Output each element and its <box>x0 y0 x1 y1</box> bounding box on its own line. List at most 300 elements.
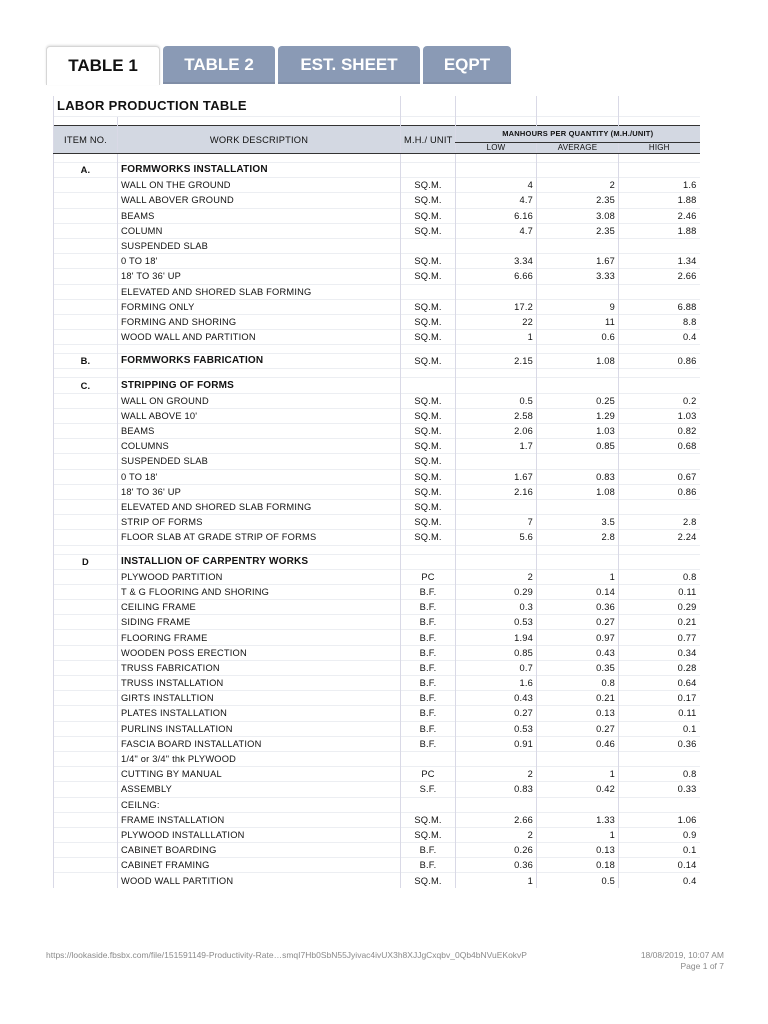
item-no-cell <box>54 330 118 345</box>
table-row <box>54 408 700 423</box>
low-cell <box>456 238 537 253</box>
average-cell: 0.21 <box>537 691 619 706</box>
average-cell: 2.35 <box>537 223 619 238</box>
description-cell: T & G FLOORING AND SHORING <box>118 584 401 599</box>
unit-cell: B.F. <box>401 645 456 660</box>
table-row <box>54 269 700 284</box>
average-cell: 0.5 <box>537 873 619 888</box>
item-no-cell <box>54 691 118 706</box>
description-cell: 0 TO 18' <box>118 254 401 269</box>
item-no-cell <box>54 223 118 238</box>
unit-cell: B.F. <box>401 584 456 599</box>
item-no-cell <box>54 284 118 299</box>
unit-cell: B.F. <box>401 660 456 675</box>
item-no-cell <box>54 178 118 193</box>
unit-cell: SQ.M. <box>401 454 456 469</box>
low-cell <box>456 499 537 514</box>
table-row <box>54 569 700 584</box>
unit-cell: B.F. <box>401 843 456 858</box>
unit-cell: SQ.M. <box>401 208 456 223</box>
low-cell: 0.3 <box>456 600 537 615</box>
high-cell: 0.4 <box>619 873 700 888</box>
average-cell: 0.42 <box>537 782 619 797</box>
unit-cell <box>401 378 456 393</box>
description-cell: COLUMN <box>118 223 401 238</box>
page-title: LABOR PRODUCTION TABLE <box>54 96 401 117</box>
high-cell: 2.8 <box>619 515 700 530</box>
average-cell <box>537 554 619 569</box>
average-cell <box>537 454 619 469</box>
low-cell: 3.34 <box>456 254 537 269</box>
average-cell <box>537 284 619 299</box>
unit-cell: B.F. <box>401 615 456 630</box>
item-no-cell <box>54 584 118 599</box>
high-cell: 1.6 <box>619 178 700 193</box>
high-cell <box>619 454 700 469</box>
low-cell: 6.66 <box>456 269 537 284</box>
low-cell: 7 <box>456 515 537 530</box>
low-cell: 4 <box>456 178 537 193</box>
unit-cell: SQ.M. <box>401 499 456 514</box>
high-cell: 0.77 <box>619 630 700 645</box>
average-cell: 1 <box>537 767 619 782</box>
unit-cell: SQ.M. <box>401 469 456 484</box>
item-no-cell <box>54 408 118 423</box>
unit-cell: SQ.M. <box>401 873 456 888</box>
item-no-cell <box>54 469 118 484</box>
unit-cell: B.F. <box>401 858 456 873</box>
high-cell: 0.11 <box>619 706 700 721</box>
description-cell: TRUSS INSTALLATION <box>118 676 401 691</box>
description-cell: CABINET BOARDING <box>118 843 401 858</box>
table-row <box>54 858 700 873</box>
item-no-cell <box>54 827 118 842</box>
average-cell: 0.13 <box>537 706 619 721</box>
high-cell: 0.9 <box>619 827 700 842</box>
high-cell <box>619 499 700 514</box>
unit-cell: B.F. <box>401 676 456 691</box>
unit-cell <box>401 751 456 766</box>
header-manhours-group: MANHOURS PER QUANTITY (M.H./UNIT) <box>456 126 700 143</box>
high-cell: 0.29 <box>619 600 700 615</box>
item-no-cell <box>54 484 118 499</box>
item-no-cell <box>54 645 118 660</box>
table-row <box>54 330 700 345</box>
unit-cell: SQ.M. <box>401 314 456 329</box>
average-cell: 0.97 <box>537 630 619 645</box>
low-cell: 2.66 <box>456 812 537 827</box>
item-no-cell <box>54 208 118 223</box>
high-cell: 0.86 <box>619 484 700 499</box>
average-cell: 2.35 <box>537 193 619 208</box>
average-cell: 0.35 <box>537 660 619 675</box>
unit-cell: SQ.M. <box>401 424 456 439</box>
unit-cell: SQ.M. <box>401 330 456 345</box>
table-row <box>54 439 700 454</box>
average-cell: 0.27 <box>537 615 619 630</box>
high-cell: 0.28 <box>619 660 700 675</box>
low-cell <box>456 284 537 299</box>
table-row <box>54 393 700 408</box>
high-cell: 2.24 <box>619 530 700 545</box>
high-cell: 0.14 <box>619 858 700 873</box>
table-row <box>54 314 700 329</box>
section-row <box>54 378 700 393</box>
item-no-cell <box>54 873 118 888</box>
item-no-cell <box>54 499 118 514</box>
table-row <box>54 193 700 208</box>
average-cell: 1.03 <box>537 424 619 439</box>
average-cell: 9 <box>537 299 619 314</box>
average-cell: 3.5 <box>537 515 619 530</box>
table-row <box>54 827 700 842</box>
item-no-cell <box>54 660 118 675</box>
high-cell: 0.64 <box>619 676 700 691</box>
low-cell: 0.91 <box>456 736 537 751</box>
description-cell: WALL ABOVE 10' <box>118 408 401 423</box>
description-cell: SUSPENDED SLAB <box>118 454 401 469</box>
item-no-cell <box>54 454 118 469</box>
item-no-cell <box>54 615 118 630</box>
item-no-cell <box>54 299 118 314</box>
item-no-cell <box>54 393 118 408</box>
description-cell: BEAMS <box>118 424 401 439</box>
table-row <box>54 254 700 269</box>
item-no-cell: C. <box>54 378 118 393</box>
item-no-cell <box>54 600 118 615</box>
low-cell: 2 <box>456 569 537 584</box>
average-cell: 0.14 <box>537 584 619 599</box>
item-no-cell <box>54 630 118 645</box>
description-cell: WOOD WALL AND PARTITION <box>118 330 401 345</box>
low-cell: 4.7 <box>456 193 537 208</box>
item-no-cell <box>54 254 118 269</box>
sheet-tabs <box>46 46 511 86</box>
average-cell: 1.29 <box>537 408 619 423</box>
labor-production-table <box>53 96 700 888</box>
table-row <box>54 515 700 530</box>
description-cell: 18' TO 36' UP <box>118 484 401 499</box>
table-row <box>54 178 700 193</box>
low-cell: 1.94 <box>456 630 537 645</box>
high-cell: 0.4 <box>619 330 700 345</box>
average-cell: 0.25 <box>537 393 619 408</box>
low-cell: 1.6 <box>456 676 537 691</box>
table-row <box>54 238 700 253</box>
spacer-row <box>54 369 700 378</box>
item-no-cell <box>54 767 118 782</box>
table-row <box>54 736 700 751</box>
high-cell <box>619 751 700 766</box>
spreadsheet <box>53 96 699 888</box>
item-no-cell <box>54 424 118 439</box>
footer-page-number: Page 1 of 7 <box>680 961 724 971</box>
item-no-cell <box>54 751 118 766</box>
high-cell <box>619 163 700 178</box>
low-cell: 0.29 <box>456 584 537 599</box>
low-cell <box>456 454 537 469</box>
table-row <box>54 797 700 812</box>
table-row <box>54 843 700 858</box>
table-row <box>54 767 700 782</box>
low-cell <box>456 751 537 766</box>
unit-cell: B.F. <box>401 706 456 721</box>
description-cell: ASSEMBLY <box>118 782 401 797</box>
header-unit: M.H./ UNIT <box>401 126 456 154</box>
low-cell: 0.26 <box>456 843 537 858</box>
item-no-cell <box>54 515 118 530</box>
unit-cell: SQ.M. <box>401 439 456 454</box>
average-cell: 3.08 <box>537 208 619 223</box>
spacer-row <box>54 154 700 163</box>
average-cell: 0.85 <box>537 439 619 454</box>
item-no-cell: A. <box>54 163 118 178</box>
table-row <box>54 424 700 439</box>
average-cell <box>537 797 619 812</box>
tab-table-2[interactable]: TABLE 2 <box>163 46 275 84</box>
table-row <box>54 530 700 545</box>
average-cell <box>537 163 619 178</box>
description-cell: GIRTS INSTALLTION <box>118 691 401 706</box>
unit-cell: SQ.M. <box>401 484 456 499</box>
unit-cell: B.F. <box>401 736 456 751</box>
high-cell <box>619 284 700 299</box>
average-cell: 3.33 <box>537 269 619 284</box>
footer-date: 18/08/2019, 10:07 AM <box>640 950 724 960</box>
unit-cell: SQ.M. <box>401 812 456 827</box>
low-cell: 1 <box>456 330 537 345</box>
unit-cell <box>401 554 456 569</box>
item-no-cell <box>54 812 118 827</box>
table-row <box>54 454 700 469</box>
unit-cell: SQ.M. <box>401 254 456 269</box>
average-cell: 0.83 <box>537 469 619 484</box>
low-cell: 1 <box>456 873 537 888</box>
tab-eqpt[interactable]: EQPT <box>423 46 511 84</box>
table-row <box>54 284 700 299</box>
item-no-cell <box>54 721 118 736</box>
average-cell: 0.6 <box>537 330 619 345</box>
section-row <box>54 163 700 178</box>
high-cell: 0.1 <box>619 721 700 736</box>
high-cell: 0.17 <box>619 691 700 706</box>
title-row <box>54 96 700 117</box>
low-cell <box>456 163 537 178</box>
tab-est-sheet[interactable]: EST. SHEET <box>278 46 420 84</box>
low-cell: 2.16 <box>456 484 537 499</box>
low-cell: 0.7 <box>456 660 537 675</box>
unit-cell: S.F. <box>401 782 456 797</box>
table-row <box>54 782 700 797</box>
average-cell: 2.8 <box>537 530 619 545</box>
high-cell: 2.46 <box>619 208 700 223</box>
description-cell: COLUMNS <box>118 439 401 454</box>
description-cell: ELEVATED AND SHORED SLAB FORMING <box>118 284 401 299</box>
high-cell: 0.11 <box>619 584 700 599</box>
table-row <box>54 630 700 645</box>
table-row <box>54 721 700 736</box>
item-no-cell <box>54 843 118 858</box>
tab-table-1[interactable]: TABLE 1 <box>46 46 160 85</box>
unit-cell: B.F. <box>401 600 456 615</box>
low-cell: 6.16 <box>456 208 537 223</box>
unit-cell: SQ.M. <box>401 178 456 193</box>
description-cell: TRUSS FABRICATION <box>118 660 401 675</box>
high-cell: 2.66 <box>619 269 700 284</box>
table-row <box>54 223 700 238</box>
description-cell: WALL ON GROUND <box>118 393 401 408</box>
item-no-cell <box>54 530 118 545</box>
high-cell: 1.06 <box>619 812 700 827</box>
high-cell: 1.88 <box>619 193 700 208</box>
average-cell: 0.46 <box>537 736 619 751</box>
table-row <box>54 812 700 827</box>
unit-cell: SQ.M. <box>401 393 456 408</box>
average-cell: 1.67 <box>537 254 619 269</box>
low-cell: 2.15 <box>456 354 537 369</box>
average-cell: 1.08 <box>537 354 619 369</box>
header-average: AVERAGE <box>537 143 619 154</box>
description-cell: BEAMS <box>118 208 401 223</box>
unit-cell: SQ.M. <box>401 827 456 842</box>
average-cell: 0.27 <box>537 721 619 736</box>
unit-cell: SQ.M. <box>401 515 456 530</box>
section-row <box>54 554 700 569</box>
description-cell: SIDING FRAME <box>118 615 401 630</box>
description-cell: WOODEN POSS ERECTION <box>118 645 401 660</box>
high-cell: 0.8 <box>619 767 700 782</box>
unit-cell: SQ.M. <box>401 269 456 284</box>
table-row <box>54 873 700 888</box>
item-no-cell <box>54 782 118 797</box>
unit-cell: SQ.M. <box>401 299 456 314</box>
unit-cell: PC <box>401 767 456 782</box>
description-cell: PLYWOOD PARTITION <box>118 569 401 584</box>
high-cell: 0.2 <box>619 393 700 408</box>
unit-cell: SQ.M. <box>401 354 456 369</box>
average-cell: 1 <box>537 827 619 842</box>
item-no-cell <box>54 706 118 721</box>
low-cell: 0.27 <box>456 706 537 721</box>
description-cell: FORMING AND SHORING <box>118 314 401 329</box>
table-row <box>54 660 700 675</box>
average-cell: 1.33 <box>537 812 619 827</box>
average-cell: 11 <box>537 314 619 329</box>
unit-cell <box>401 163 456 178</box>
item-no-cell <box>54 238 118 253</box>
low-cell <box>456 378 537 393</box>
item-no-cell <box>54 314 118 329</box>
unit-cell <box>401 238 456 253</box>
unit-cell <box>401 797 456 812</box>
description-cell: ELEVATED AND SHORED SLAB FORMING <box>118 499 401 514</box>
average-cell: 0.18 <box>537 858 619 873</box>
average-cell <box>537 238 619 253</box>
table-row <box>54 691 700 706</box>
high-cell: 0.33 <box>619 782 700 797</box>
spacer-row <box>54 545 700 554</box>
description-cell: INSTALLION OF CARPENTRY WORKS <box>118 554 401 569</box>
table-row <box>54 600 700 615</box>
low-cell: 0.83 <box>456 782 537 797</box>
description-cell: WALL ON THE GROUND <box>118 178 401 193</box>
item-no-cell <box>54 439 118 454</box>
item-no-cell: D <box>54 554 118 569</box>
high-cell: 0.68 <box>619 439 700 454</box>
low-cell: 0.53 <box>456 721 537 736</box>
description-cell: FASCIA BOARD INSTALLATION <box>118 736 401 751</box>
item-no-cell <box>54 736 118 751</box>
description-cell: CEILING FRAME <box>118 600 401 615</box>
table-row <box>54 208 700 223</box>
table-row <box>54 299 700 314</box>
description-cell: STRIP OF FORMS <box>118 515 401 530</box>
average-cell <box>537 378 619 393</box>
low-cell: 2 <box>456 767 537 782</box>
description-cell: PLATES INSTALLATION <box>118 706 401 721</box>
unit-cell: SQ.M. <box>401 408 456 423</box>
description-cell: CUTTING BY MANUAL <box>118 767 401 782</box>
spacer-row <box>54 345 700 354</box>
low-cell: 0.5 <box>456 393 537 408</box>
low-cell: 1.67 <box>456 469 537 484</box>
unit-cell: B.F. <box>401 630 456 645</box>
table-row <box>54 484 700 499</box>
low-cell: 17.2 <box>456 299 537 314</box>
unit-cell: SQ.M. <box>401 530 456 545</box>
section-row <box>54 354 700 369</box>
high-cell: 1.88 <box>619 223 700 238</box>
high-cell: 1.34 <box>619 254 700 269</box>
low-cell: 0.43 <box>456 691 537 706</box>
header-work-description: WORK DESCRIPTION <box>118 126 401 154</box>
description-cell: FORMWORKS FABRICATION <box>118 354 401 369</box>
average-cell <box>537 751 619 766</box>
table-row <box>54 676 700 691</box>
table-row <box>54 584 700 599</box>
item-no-cell <box>54 269 118 284</box>
description-cell: SUSPENDED SLAB <box>118 238 401 253</box>
description-cell: 0 TO 18' <box>118 469 401 484</box>
unit-cell: B.F. <box>401 721 456 736</box>
item-no-cell <box>54 858 118 873</box>
high-cell <box>619 238 700 253</box>
low-cell: 22 <box>456 314 537 329</box>
unit-cell: PC <box>401 569 456 584</box>
high-cell: 0.67 <box>619 469 700 484</box>
low-cell: 0.36 <box>456 858 537 873</box>
low-cell <box>456 797 537 812</box>
average-cell: 0.36 <box>537 600 619 615</box>
high-cell: 0.86 <box>619 354 700 369</box>
table-row <box>54 615 700 630</box>
low-cell: 2 <box>456 827 537 842</box>
unit-cell: B.F. <box>401 691 456 706</box>
average-cell: 0.43 <box>537 645 619 660</box>
high-cell: 6.88 <box>619 299 700 314</box>
low-cell: 4.7 <box>456 223 537 238</box>
table-row <box>54 645 700 660</box>
description-cell: PURLINS INSTALLATION <box>118 721 401 736</box>
description-cell: WOOD WALL PARTITION <box>118 873 401 888</box>
high-cell <box>619 797 700 812</box>
description-cell: WALL ABOVER GROUND <box>118 193 401 208</box>
unit-cell <box>401 284 456 299</box>
table-row <box>54 751 700 766</box>
unit-cell: SQ.M. <box>401 223 456 238</box>
unit-cell: SQ.M. <box>401 193 456 208</box>
table-row <box>54 706 700 721</box>
